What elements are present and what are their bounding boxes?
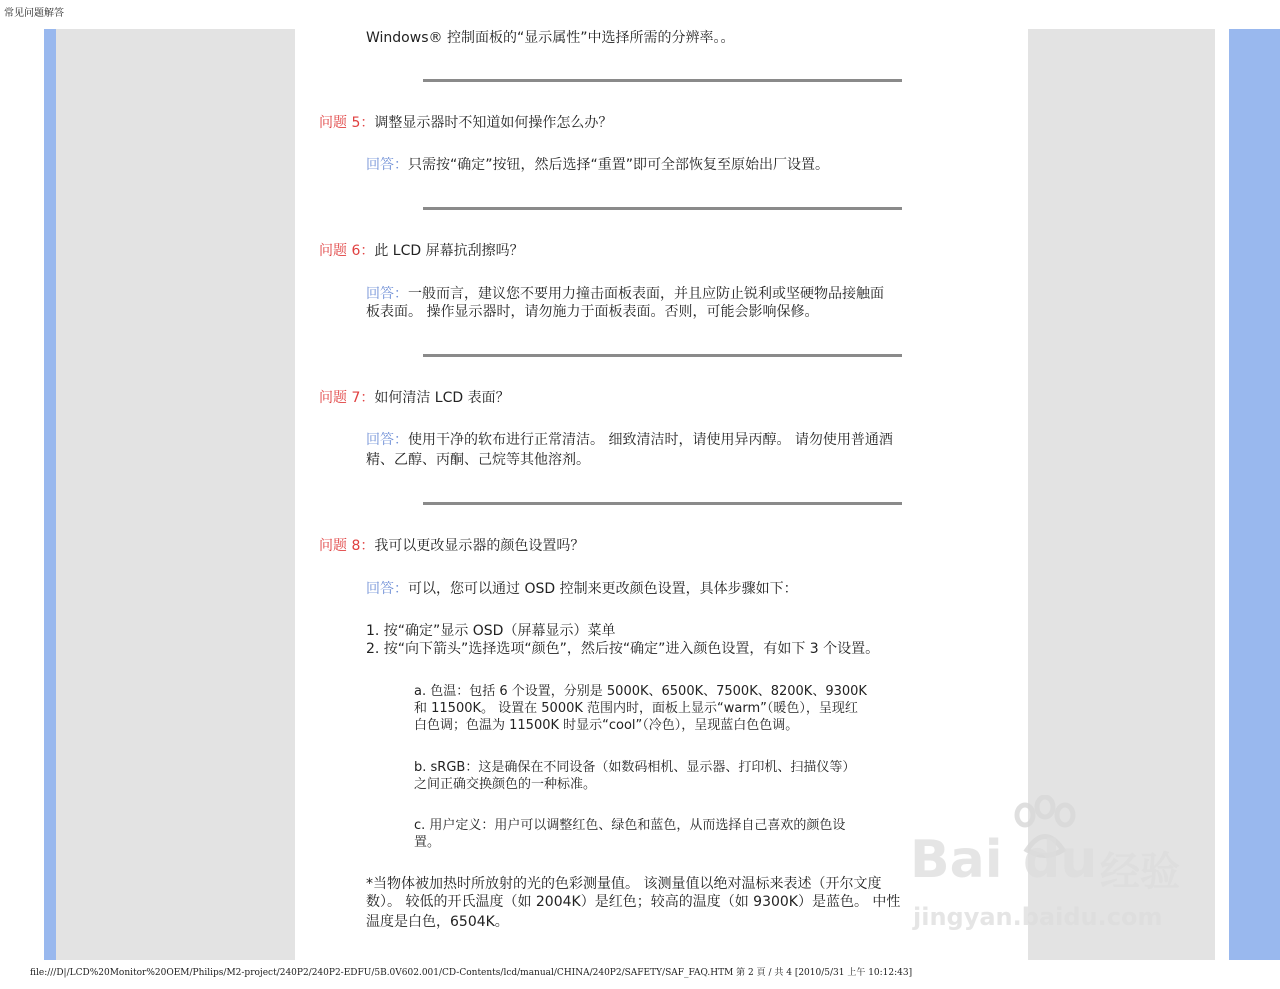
answer-7 [366, 431, 893, 450]
question-text: 调整显示器时不知道如何操作怎么办？ [374, 115, 613, 131]
answer-label: 回答： [366, 157, 408, 173]
watermark-brand-2: du [1023, 830, 1098, 890]
question-6 [319, 242, 524, 261]
option-b-line: 之间正确交换颜色的一种标准。 [414, 777, 597, 792]
option-c-line: 置。 [414, 835, 441, 850]
answer-text: 可以，您可以通过 OSD 控制来更改颜色设置，具体步骤如下： [408, 581, 798, 597]
watermark-brand: Bai [910, 830, 1003, 890]
watermark-cn: 经验 [1100, 849, 1180, 895]
note-line: 数）。 较低的开氏温度（如 2004K）是红色；较高的温度（如 9300K）是蓝色。 中性 [366, 894, 901, 910]
answer-label: 回答： [366, 286, 408, 302]
question-label: 问题 7： [319, 390, 375, 406]
right-blue-stripe [1229, 29, 1280, 960]
left-gray-panel [56, 29, 295, 960]
option-a-line: a. 色温：包括 6 个设置，分别是 5000K、6500K、7500K、8200K、9300K [414, 684, 867, 699]
question-label: 问题 8： [319, 538, 375, 554]
note-line: 温度是白色，6504K。 [366, 914, 509, 930]
note-line: *当物体被加热时所放射的光的色彩测量值。 该测量值以绝对温标来表述（开尔文度 [366, 876, 882, 892]
divider [423, 502, 902, 505]
option-c-line: c. 用户定义：用户可以调整红色、绿色和蓝色，从而选择自己喜欢的颜色设 [414, 818, 846, 833]
step-item: 1. 按“确定”显示 OSD（屏幕显示）菜单 [366, 623, 616, 639]
answer-label: 回答： [366, 432, 408, 448]
divider [423, 79, 902, 82]
option-a-line: 白色调；色温为 11500K 时显示“cool”（冷色），呈现蓝白色色调。 [414, 718, 799, 733]
intro-text: Windows® 控制面板的“显示属性”中选择所需的分辨率。。 [366, 30, 735, 46]
question-text: 此 LCD 屏幕抗刮擦吗？ [374, 243, 524, 259]
step-item: 2. 按“向下箭头”选择选项“颜色”，然后按“确定”进入颜色设置，有如下 3 个设置。 [366, 641, 880, 657]
answer-8 [366, 580, 798, 599]
option-a-line: 和 11500K。 设置在 5000K 范围内时，面板上显示“warm”（暖色），呈现红 [414, 701, 858, 716]
question-label: 问题 5： [319, 115, 375, 131]
page-header-title: 常见问题解答 [4, 8, 64, 19]
question-8 [319, 537, 584, 556]
answer-line: 使用干净的软布进行正常清洁。 细致清洁时，请使用异丙醇。 请勿使用普通酒 [408, 432, 893, 448]
question-text: 如何清洁 LCD 表面？ [374, 390, 510, 406]
left-blue-stripe [44, 29, 56, 960]
answer-line: 精、乙醇、丙酮、己烷等其他溶剂。 [366, 452, 590, 468]
question-label: 问题 6： [319, 243, 375, 259]
answer-label: 回答： [366, 581, 408, 597]
answer-line: 一般而言，建议您不要用力撞击面板表面，并且应防止锐利或坚硬物品接触面 [408, 286, 884, 302]
question-7 [319, 389, 510, 408]
footer-path: file:///D|/LCD%20Monitor%20OEM/Philips/M2-project/240P2/240P2-EDFU/5B.0V602.001/CD-Contents/lcd/manual/CHINA/240P2/SAFETY/SAF_FAQ.HTM 第 2 頁 / 共 4 [2010/5/31 上午 10:12:43] [30, 968, 913, 978]
divider [423, 354, 902, 357]
question-5 [319, 114, 612, 133]
right-white-gap [1215, 29, 1229, 960]
answer-6 [366, 285, 884, 304]
watermark-url: jingyan.baidu.com [913, 903, 1163, 931]
option-b-line: b. sRGB：这是确保在不同设备（如数码相机、显示器、打印机、扫描仪等） [414, 760, 856, 775]
question-text: 我可以更改显示器的颜色设置吗？ [374, 538, 585, 554]
answer-line: 板表面。 操作显示器时，请勿施力于面板表面。否则，可能会影响保修。 [366, 304, 819, 320]
answer-text: 只需按“确定”按钮，然后选择“重置”即可全部恢复至原始出厂设置。 [408, 157, 830, 173]
answer-5 [366, 156, 829, 175]
right-gray-panel [1028, 29, 1215, 960]
divider [423, 207, 902, 210]
